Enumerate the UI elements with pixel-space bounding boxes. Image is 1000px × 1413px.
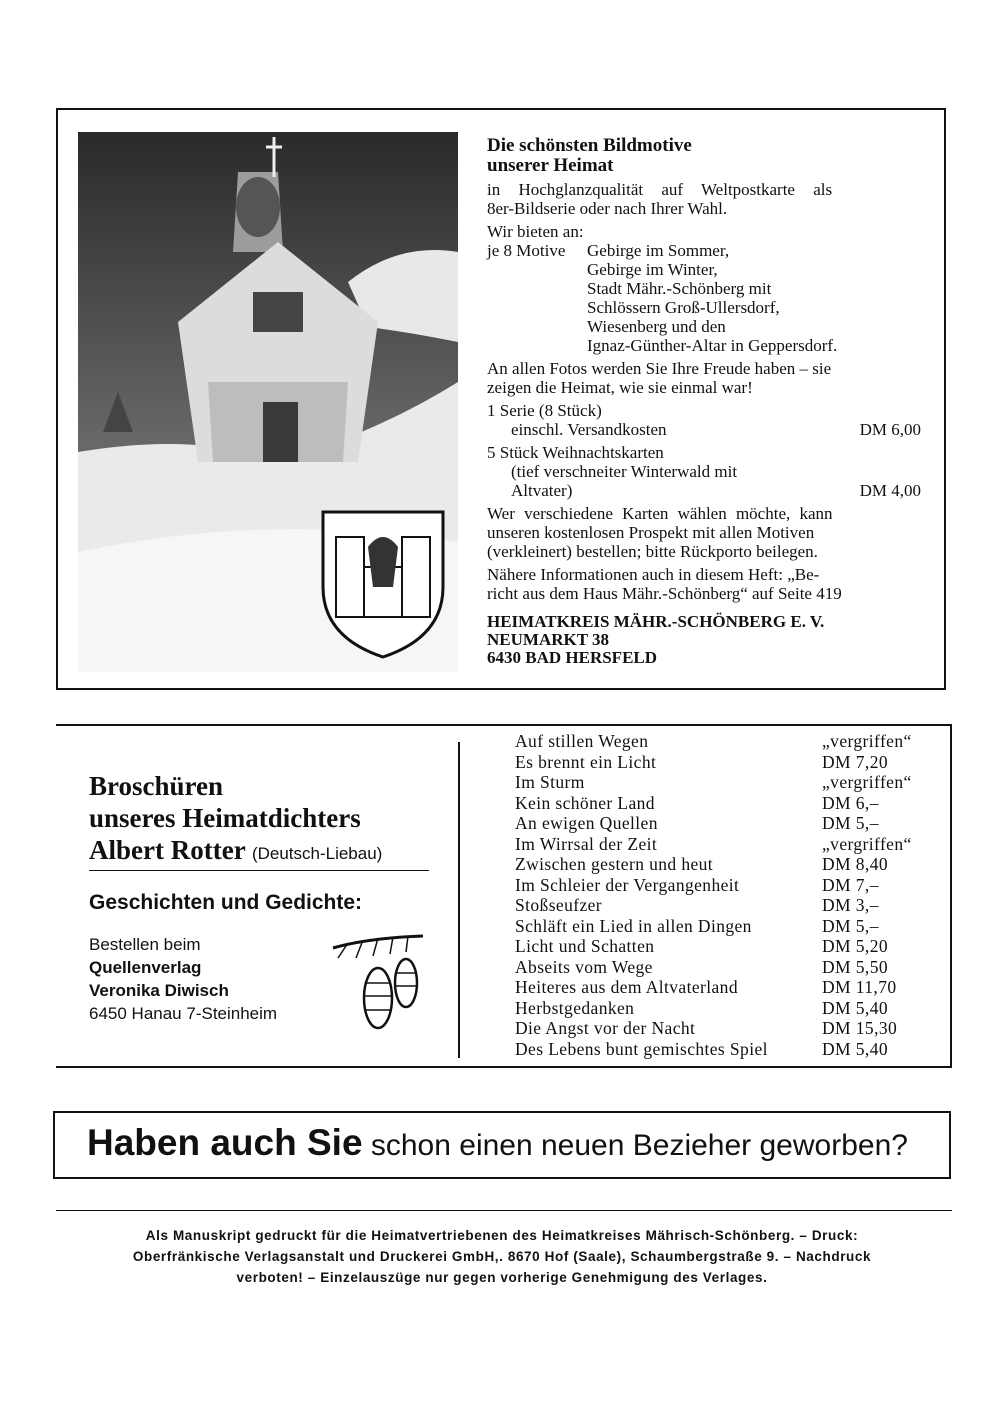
- book-price: DM 5,–: [822, 915, 879, 936]
- footer-line2: Oberfränkische Verlagsanstalt und Druckerei GmbH,. 8670 Hof (Saale), Schaumbergstraße 9. – Nachdruck: [132, 1249, 872, 1264]
- book-item: [515, 875, 930, 896]
- book-price: DM 5,50: [822, 956, 888, 977]
- brochures-title-line1: Broschüren: [89, 771, 224, 801]
- book-price: DM 11,70: [822, 977, 897, 997]
- book-item: [515, 793, 930, 814]
- book-item: [515, 813, 930, 834]
- weihnacht-price: DM 4,00: [859, 481, 921, 500]
- address-line-1: NEUMARKT 38: [487, 630, 609, 649]
- book-price: DM 8,40: [822, 854, 888, 874]
- book-title: An ewigen Quellen: [515, 813, 658, 833]
- subscriber-banner: [87, 1118, 927, 1171]
- book-price: DM 6,–: [822, 792, 879, 813]
- order-line-1: Quellenverlag: [89, 958, 202, 977]
- intro-line1: in Hochglanzqualität auf Weltpostkarte als: [487, 180, 833, 199]
- book-price: DM 5,40: [822, 1038, 888, 1059]
- book-title: Abseits vom Wege: [515, 956, 653, 977]
- book-item: [515, 752, 930, 773]
- book-item: [515, 998, 930, 1019]
- footer-line3: verboten! – Einzelauszüge nur gegen vorherige Genehmigung des Verlages.: [236, 1270, 768, 1285]
- book-title: Im Schleier der Vergangenheit: [515, 874, 740, 895]
- weihnacht-line3: Altvater): [511, 481, 573, 500]
- winter-chapel-photo: [78, 132, 458, 672]
- author-line: [89, 834, 429, 871]
- motif-row: [487, 241, 921, 260]
- brochures-subtitle: Geschichten und Gedichte:: [89, 891, 363, 914]
- serie-price-row: [487, 420, 921, 439]
- address-line-0: HEIMATKREIS MÄHR.-SCHÖNBERG E. V.: [487, 612, 825, 631]
- weihnacht-line1: 5 Stück Weihnachtskarten: [487, 443, 664, 462]
- book-title: Im Sturm: [515, 772, 585, 792]
- karten-line2: unseren kostenlosen Prospekt mit allen Motiven: [487, 523, 815, 542]
- info-line1: Nähere Informationen auch in diesem Heft: „Be-: [487, 565, 820, 584]
- book-item: [515, 1039, 930, 1060]
- book-item: [515, 834, 930, 855]
- order-line-0: Bestellen beim: [89, 935, 201, 954]
- book-title: Stoßseufzer: [515, 895, 603, 915]
- fotos-line2: zeigen die Heimat, wie sie einmal war!: [487, 378, 753, 397]
- book-item: [515, 772, 930, 793]
- book-item: [515, 916, 930, 937]
- karten-line3: (verkleinert) bestellen; bitte Rückporto beilegen.: [487, 542, 818, 561]
- footer-line1: Als Manuskript gedruckt für die Heimatvertriebenen des Heimatkreises Mährisch-Schönberg. – Druck:: [145, 1228, 859, 1243]
- weihnacht-line2: (tief verschneiter Winterwald mit: [511, 462, 738, 481]
- offer-line: Wir bieten an:: [487, 222, 584, 241]
- info-line2: richt aus dem Haus Mähr.-Schönberg“ auf Seite 419: [487, 584, 842, 603]
- book-title: Schläft ein Lied in allen Dingen: [515, 915, 752, 936]
- book-title: Des Lebens bunt gemischtes Spiel: [515, 1038, 768, 1059]
- motif-prefix: je 8 Motive: [487, 241, 566, 260]
- book-price: DM 15,30: [822, 1018, 898, 1038]
- book-item: [515, 854, 930, 875]
- motif-item-3: Schlössern Groß-Ullersdorf,: [587, 298, 780, 317]
- book-price: „vergriffen“: [822, 772, 912, 792]
- banner-bold: Haben auch Sie: [87, 1122, 363, 1163]
- book-price: DM 5,40: [822, 997, 888, 1018]
- book-title: Licht und Schatten: [515, 936, 655, 956]
- fotos-line1: An allen Fotos werden Sie Ihre Freude haben – sie: [487, 359, 832, 378]
- book-title: Herbstgedanken: [515, 997, 635, 1018]
- motif-item-2: Stadt Mähr.-Schönberg mit: [587, 279, 772, 298]
- book-title: Im Wirrsal der Zeit: [515, 833, 658, 854]
- weihnacht-price-row: [487, 481, 921, 500]
- motif-item-0: Gebirge im Sommer,: [587, 241, 730, 260]
- banner-rest: schon einen neuen Bezieher geworben?: [370, 1129, 908, 1162]
- order-line-3: 6450 Hanau 7-Steinheim: [89, 1004, 278, 1023]
- book-price: DM 5,20: [822, 936, 888, 956]
- serie-price: DM 6,00: [859, 420, 921, 439]
- author-place: (Deutsch-Liebau): [251, 844, 383, 863]
- order-line-2: Veronika Diwisch: [89, 981, 229, 1000]
- postcard-title-line1: Die schönsten Bildmotive: [487, 135, 692, 156]
- brochures-title-line2: unseres Heimatdichters: [89, 803, 361, 833]
- karten-line1: Wer verschiedene Karten wählen möchte, kann: [487, 504, 833, 523]
- address-line-2: 6430 BAD HERSFELD: [487, 648, 658, 667]
- coat-of-arms-icon: [318, 507, 448, 662]
- motif-item-5: Ignaz-Günther-Altar in Geppersdorf.: [587, 336, 838, 355]
- book-item: [515, 957, 930, 978]
- book-title: Kein schöner Land: [515, 792, 655, 813]
- book-item: [515, 1018, 930, 1039]
- postcard-title-line2: unserer Heimat: [487, 155, 614, 176]
- serie-line2: einschl. Versandkosten: [511, 420, 667, 439]
- footer-rule: [56, 1210, 952, 1211]
- book-price: „vergriffen“: [822, 731, 912, 751]
- publisher-address: [487, 613, 921, 667]
- book-title: Heiteres aus dem Altvaterland: [515, 977, 738, 997]
- book-title: Auf stillen Wegen: [515, 731, 649, 751]
- imprint-footer: [72, 1225, 932, 1288]
- postcard-ad-text: [487, 136, 921, 667]
- author-name: Albert Rotter: [89, 835, 246, 865]
- book-title: Es brennt ein Licht: [515, 751, 657, 772]
- book-price: „vergriffen“: [822, 833, 912, 854]
- book-price: DM 7,20: [822, 751, 888, 772]
- pine-cone-icon: [328, 928, 428, 1043]
- book-item: [515, 895, 930, 916]
- book-title: Die Angst vor der Nacht: [515, 1018, 696, 1038]
- column-divider: [458, 742, 460, 1058]
- book-price: DM 5,–: [822, 813, 879, 833]
- book-item: [515, 936, 930, 957]
- book-title: Zwischen gestern und heut: [515, 854, 714, 874]
- motif-item-1: Gebirge im Winter,: [587, 260, 718, 279]
- book-item: [515, 731, 930, 752]
- motif-item-4: Wiesenberg und den: [587, 317, 726, 336]
- book-list: [515, 731, 930, 1059]
- book-price: DM 3,–: [822, 895, 879, 915]
- serie-line1: 1 Serie (8 Stück): [487, 401, 602, 420]
- book-item: [515, 977, 930, 998]
- intro-line2: 8er-Bildserie oder nach Ihrer Wahl.: [487, 199, 728, 218]
- book-price: DM 7,–: [822, 874, 879, 895]
